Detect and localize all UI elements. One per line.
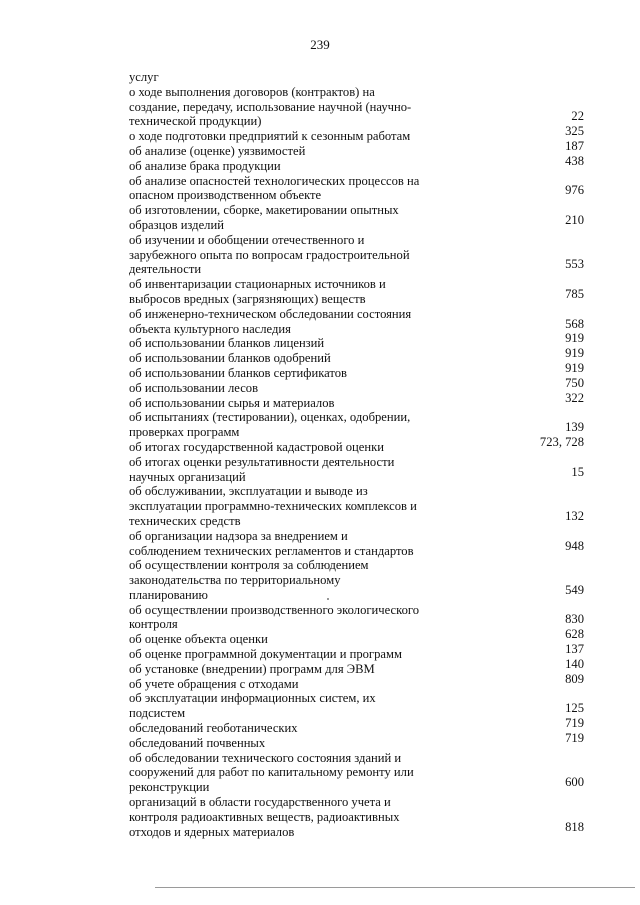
bottom-rule bbox=[155, 887, 635, 888]
entry-text: об использовании сырья и материалов bbox=[129, 395, 335, 410]
index-entry bbox=[129, 390, 584, 411]
entry-text: об использовании бланков одобрений bbox=[129, 351, 331, 366]
index-entry bbox=[129, 455, 584, 485]
entry-page-number: 553 bbox=[565, 257, 584, 272]
index-entry bbox=[129, 730, 584, 751]
entry-text: об итогах государственной кадастровой оценки bbox=[129, 439, 384, 454]
page-number: 239 bbox=[310, 37, 330, 52]
entry-text: об изучении и обобщении отечественного и зарубежного опыта по вопросам градостроительной деятельности bbox=[129, 232, 410, 277]
entry-page-number: 785 bbox=[565, 286, 584, 301]
entry-page-number: 750 bbox=[565, 375, 584, 390]
entry-page-number: 919 bbox=[565, 360, 584, 375]
index-entry bbox=[129, 233, 584, 277]
entry-text: об осуществлении контроля за соблюдением законодательства по территориальному планированию bbox=[129, 558, 369, 602]
entry-page-number: 719 bbox=[565, 716, 584, 731]
entry-text: об обследовании технического состояния зданий и сооружений для работ по капитальному ремонту или реконструкции bbox=[129, 750, 414, 795]
entry-page-number: 809 bbox=[565, 671, 584, 686]
entry-page-number: 125 bbox=[565, 701, 584, 716]
entry-page-number: 325 bbox=[565, 124, 584, 139]
entry-page-number: 139 bbox=[565, 420, 584, 435]
entry-text: обследований геоботанических bbox=[129, 721, 298, 736]
entry-page-number: 22 bbox=[571, 109, 584, 124]
entry-page-number: 723, 728 bbox=[539, 434, 584, 449]
entry-page-number: 187 bbox=[565, 138, 584, 153]
index-entry bbox=[129, 174, 584, 204]
entry-text: об осуществлении производственного экологического контроля bbox=[129, 602, 420, 632]
entry-page-number: 438 bbox=[565, 153, 584, 168]
entry-page-number: 137 bbox=[565, 642, 584, 657]
entry-text: об эксплуатации информационных систем, их подсистем bbox=[129, 691, 376, 721]
entry-page-number: 549 bbox=[565, 582, 584, 597]
entry-page-number: 15 bbox=[571, 464, 584, 479]
entry-page-number: 322 bbox=[565, 390, 584, 405]
index-entry bbox=[129, 70, 584, 129]
entry-text: об оценке объекта оценки bbox=[129, 632, 268, 647]
entry-page-number: 919 bbox=[565, 346, 584, 361]
index-entry bbox=[129, 434, 584, 455]
entry-text: об анализе (оценке) уязвимостей bbox=[129, 143, 306, 158]
entry-text: услуг о ходе выполнения договоров (контрактов) на создание, передачу, использование научной (научно- технической продукции) bbox=[129, 70, 412, 129]
entry-text: организаций в области государственного учета и контроля радиоактивных веществ, радиоактивных отходов и ядерных материалов bbox=[129, 795, 400, 839]
entry-page-number: 600 bbox=[565, 775, 584, 790]
entry-text: об учете обращения с отходами bbox=[129, 676, 299, 691]
entry-text: об инвентаризации стационарных источников и выбросов вредных (загрязняющих) веществ bbox=[129, 277, 386, 306]
entry-text: об использовании лесов bbox=[129, 380, 259, 395]
entry-text: об организации надзора за внедрением и соблюдением технических регламентов и стандартов bbox=[129, 528, 414, 558]
index-entry bbox=[129, 203, 584, 233]
index-entry bbox=[129, 277, 584, 307]
entry-page-number: 210 bbox=[565, 212, 584, 227]
entry-page-number: 830 bbox=[565, 612, 584, 627]
entry-text: об испытаниях (тестировании), оценках, одобрении, проверках программ bbox=[129, 410, 411, 440]
index-entry bbox=[129, 484, 584, 528]
entry-page-number: 140 bbox=[565, 656, 584, 671]
scan-speck bbox=[327, 598, 329, 600]
entry-text: об использовании бланков лицензий bbox=[129, 336, 325, 351]
entry-text: об анализе опасностей технологических процессов на опасном производственном объекте bbox=[129, 173, 420, 203]
entry-page-number: 818 bbox=[565, 819, 584, 834]
entry-text: об итогах оценки результативности деятельности научных организаций bbox=[129, 454, 395, 484]
entry-page-number: 628 bbox=[565, 627, 584, 642]
entry-page-number: 976 bbox=[565, 183, 584, 198]
entry-page-number: 568 bbox=[565, 316, 584, 331]
index-entry bbox=[129, 671, 584, 692]
index-entry bbox=[129, 751, 584, 795]
entry-text: об оценке программной документации и программ bbox=[129, 647, 402, 662]
entry-text: об обслуживании, эксплуатации и выводе из эксплуатации программно-технических комплексов и технических средств bbox=[129, 484, 417, 528]
entry-page-number: 719 bbox=[565, 730, 584, 745]
entry-text: об изготовлении, сборке, макетировании опытных образцов изделий bbox=[129, 203, 399, 232]
index-entry bbox=[129, 153, 584, 174]
entry-page-number: 948 bbox=[565, 538, 584, 553]
entry-text: обследований почвенных bbox=[129, 735, 266, 750]
entry-text: об установке (внедрении) программ для ЭВМ bbox=[129, 661, 375, 676]
entry-text: о ходе подготовки предприятий к сезонным работам bbox=[129, 129, 411, 144]
index-entry bbox=[129, 795, 584, 839]
entry-text: об инженерно-техническом обследовании состояния объекта культурного наследия bbox=[129, 306, 412, 336]
entry-text: об использовании бланков сертификатов bbox=[129, 365, 347, 380]
index-entry bbox=[129, 558, 584, 602]
entry-text: об анализе брака продукции bbox=[129, 158, 281, 173]
index-entry bbox=[129, 529, 584, 559]
index-list bbox=[129, 70, 584, 839]
entry-page-number: 132 bbox=[565, 508, 584, 523]
entry-page-number: 919 bbox=[565, 331, 584, 346]
